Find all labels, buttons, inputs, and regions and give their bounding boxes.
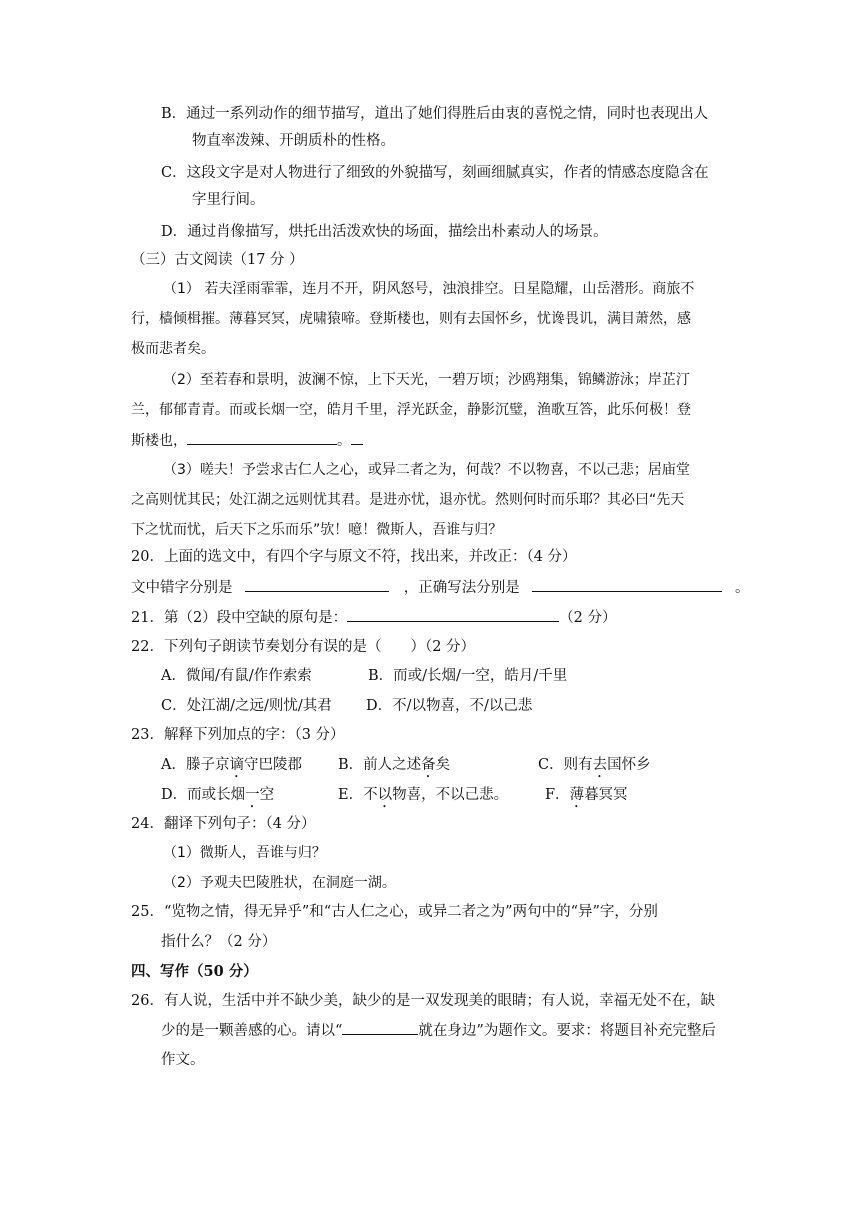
q23-option-e: [338, 785, 508, 811]
q24-sentence-1: （1）微斯人，吾谁与归？: [163, 845, 326, 861]
q23-e-dotted: 以: [377, 787, 393, 803]
passage-p1-line1: （1） 若夫淫雨霏霏，连月不开，阴风怒号，浊浪排空。日星隐耀，山岳潜形。商旅不: [163, 281, 695, 297]
q23-a-pre: A．滕子京: [161, 757, 230, 773]
q22-option-b: B．而或/长烟/一空，皓月/千里: [368, 668, 568, 684]
q22-stem: 22．下列句子朗读节奏划分有误的是（ ）（2 分）: [131, 639, 476, 655]
q26-line1: 26．有人说，生活中并不缺少美，缺少的是一双发现美的眼睛；有人说，幸福无处不在，缺: [131, 993, 715, 1009]
q23-c-dotted: 去: [592, 757, 608, 773]
q25-line2: 指什么？（2 分）: [161, 934, 277, 950]
q22-option-a: A．微闻/有鼠/作作索索: [161, 668, 312, 684]
passage-p3-line2: 之高则忧其民；处江湖之远则忧其君。是进亦忧，退亦忧。然则何时而乐耶？其必曰“先天: [131, 492, 685, 508]
passage-p1-line2: 行，樯倾楫摧。薄暮冥冥，虎啸猿啼。登斯楼也，则有去国怀乡，忧谗畏讥，满目萧然，感: [131, 311, 691, 327]
q20-blank-wrong[interactable]: [245, 577, 389, 592]
q23-option-d: [161, 785, 274, 811]
option-b-line2: 物直率泼辣、开朗质朴的性格。: [192, 133, 395, 149]
passage-p3-line3: 下之忧而忧，后天下之乐而乐”欤！噫！微斯人，吾谁与归？: [131, 522, 503, 538]
option-d: D．通过肖像描写，烘托出活泼欢快的场面，描绘出朴素动人的场景。: [161, 224, 608, 240]
q24-stem: 24．翻译下列句子：（4 分）: [131, 816, 316, 832]
q23-d-pre: D．而或长烟: [161, 787, 246, 803]
option-b-line1: B．通过一系列动作的细节描写，道出了她们得胜后由衷的喜悦之情，同时也表现出人: [161, 106, 709, 122]
q21-blank[interactable]: [347, 607, 559, 622]
q22-option-c: C．处江湖/之远/则忧/其君: [161, 698, 332, 714]
q21-line: [131, 607, 617, 628]
q26-line2-post: 就在身边”为题作文。要求：将题目补充完整后: [418, 1023, 716, 1039]
q26-title-blank[interactable]: [342, 1020, 418, 1035]
q23-e-pre: E．不: [338, 787, 378, 803]
q26-line3: 作文。: [161, 1052, 205, 1068]
q20-blank-correct[interactable]: [532, 577, 722, 592]
option-c-line1: C．这段文字是对人物进行了细致的外貌描写，刻画细腻真实，作者的情感态度隐含在: [161, 165, 709, 181]
q26-line2: [161, 1020, 716, 1041]
q23-d-post: 空: [259, 787, 275, 803]
q25-line1: 25．“览物之情，得无异乎”和“古人仁之心，或异二者之为”两句中的“异”字，分别: [131, 904, 658, 920]
q23-f-post: 暮冥冥: [584, 787, 628, 803]
q23-option-b: [338, 755, 450, 781]
q21-stem: 21．第（2）段中空缺的原句是：: [131, 610, 348, 626]
q20-stem: 20．上面的选文中，有四个字与原文不符，找出来，并改正：（4 分）: [131, 549, 577, 565]
q22-option-d: D．不/以物喜，不/以己悲: [366, 698, 533, 714]
passage-p2-line3-text: 斯楼也，: [131, 433, 187, 449]
q24-sentence-2: （2）予观夫巴陵胜状，在洞庭一湖。: [163, 875, 396, 891]
q20-label-wrong: 文中错字分别是: [131, 580, 233, 596]
q23-e-post: 物喜，不以己悲。: [392, 787, 509, 803]
q23-b-pre: B．前人之述: [338, 757, 422, 773]
option-c-line2: 字里行间。: [192, 192, 265, 208]
q23-c-pre: C．则有: [538, 757, 593, 773]
passage-p3-line1: （3）嗟夫！予尝求古仁人之心，或异二者之为，何哉？不以物喜，不以己悲；居庙堂: [163, 462, 690, 478]
q23-b-post: 矣: [435, 757, 451, 773]
q23-f-dotted: 薄: [569, 787, 585, 803]
blank-p2[interactable]: [187, 430, 337, 445]
q23-stem: 23．解释下列加点的字：（3 分）: [131, 727, 345, 743]
blank-p2-tail: [351, 430, 363, 445]
q26-line2-pre: 少的是一颗善感的心。请以“: [161, 1023, 343, 1039]
passage-p1-line3: 极而悲者矣。: [131, 341, 215, 357]
q23-a-post: 守巴陵郡: [243, 757, 302, 773]
passage-p2-line3: [131, 430, 363, 451]
q23-c-post: 国怀乡: [607, 757, 651, 773]
q20-answer-line: [131, 577, 749, 598]
q23-a-dotted: 谪: [229, 757, 244, 773]
q23-d-dotted: 一: [245, 787, 260, 803]
q20-end: 。: [734, 580, 750, 596]
q23-option-a: [161, 755, 302, 781]
section-4-title: 四、写作（50 分）: [131, 963, 258, 980]
q21-score: （2 分）: [559, 610, 617, 626]
q23-option-f: [545, 785, 628, 811]
passage-p2-line3-end: 。: [337, 433, 351, 449]
passage-p2-line1: （2）至若春和景明，波澜不惊，上下天光，一碧万顷；沙鸥翔集，锦鳞游泳；岸芷汀: [163, 372, 690, 388]
q20-label-correct: ，正确写法分别是: [403, 580, 520, 596]
passage-p2-line2: 兰，郁郁青青。而或长烟一空，皓月千里，浮光跃金，静影沉璧，渔歌互答，此乐何极！登: [131, 402, 691, 418]
section-3-title: （三）古文阅读（17 分 ）: [131, 252, 304, 268]
q23-b-dotted: 备: [421, 757, 436, 773]
q23-option-c: [538, 755, 651, 781]
q23-f-pre: F．: [545, 787, 570, 803]
